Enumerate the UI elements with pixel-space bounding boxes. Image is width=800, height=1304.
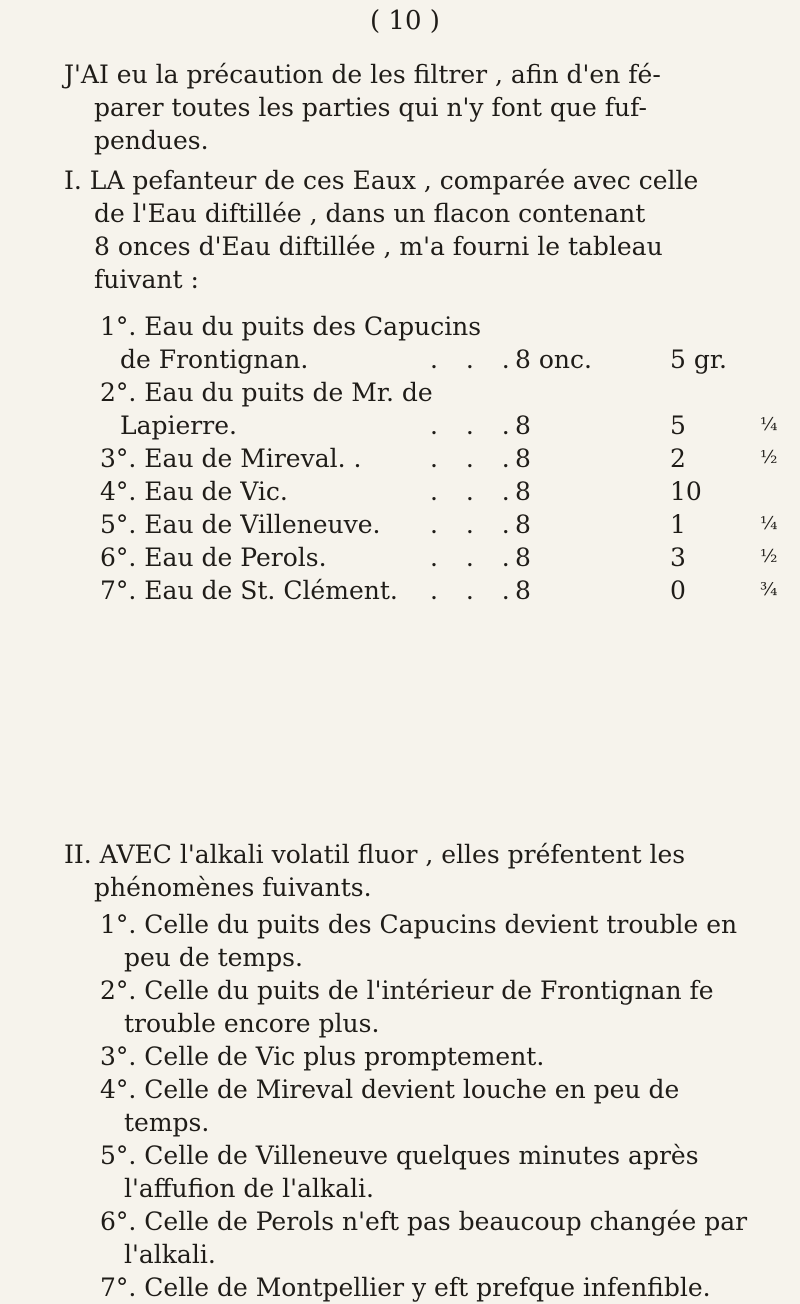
- section-two-paragraph: [64, 838, 780, 904]
- observation-continuation: l'alkali.: [124, 1240, 216, 1269]
- leader-dots: . . .: [430, 510, 520, 539]
- grains-fraction: ½: [760, 447, 778, 468]
- section-two-line: II. AVEC l'alkali volatil fluor , elles préfentent les: [64, 840, 686, 869]
- section-one-line: de l'Eau diftillée , dans un flacon contenant: [94, 199, 646, 228]
- row-label: 6°. Eau de Perols.: [100, 543, 327, 572]
- leader-dots: . . .: [430, 444, 520, 473]
- ounces-value: 8: [515, 444, 531, 473]
- weight-table: [100, 310, 778, 607]
- row-label: 5°. Eau de Villeneuve.: [100, 510, 381, 539]
- row-label-continuation: de Frontignan.: [120, 345, 309, 374]
- grains-value: 1: [670, 510, 686, 539]
- table-row: [100, 574, 778, 607]
- observation-line: 5°. Celle de Villeneuve quelques minutes après: [100, 1141, 699, 1170]
- grains-fraction: ½: [760, 546, 778, 567]
- observation-continuation: l'affufion de l'alkali.: [124, 1174, 374, 1203]
- section-two-line: phénomènes fuivants.: [94, 873, 372, 902]
- grains-value: 10: [670, 477, 702, 506]
- intro-line: parer toutes les parties qui n'y font que fuf-: [94, 93, 647, 122]
- row-label: 7°. Eau de St. Clément.: [100, 576, 398, 605]
- observation-line: 6°. Celle de Perols n'eft pas beaucoup changée par: [100, 1207, 748, 1236]
- observation-continuation: peu de temps.: [124, 943, 303, 972]
- ounces-value: 8: [515, 576, 531, 605]
- section-one-line: I. LA pefanteur de ces Eaux , comparée avec celle: [64, 166, 699, 195]
- section-one-line: fuivant :: [94, 265, 199, 294]
- grains-fraction: ¾: [760, 579, 778, 600]
- row-label: 2°. Eau du puits de Mr. de: [100, 378, 433, 407]
- table-row: [100, 376, 720, 409]
- grains-value: 2: [670, 444, 686, 473]
- leader-dots: . . .: [430, 411, 520, 440]
- leader-dots: . . .: [430, 345, 520, 374]
- table-row-continuation: [100, 343, 728, 376]
- intro-line: pendues.: [94, 126, 209, 155]
- table-row: [100, 442, 778, 475]
- leader-dots: . . .: [430, 576, 520, 605]
- leader-dots: . . .: [430, 477, 520, 506]
- grains-value: 5 gr.: [670, 345, 728, 374]
- ounces-value: 8: [515, 510, 531, 539]
- observation-continuation: trouble encore plus.: [124, 1009, 380, 1038]
- row-label: 3°. Eau de Mireval. .: [100, 444, 362, 473]
- page-number: ( 10 ): [370, 6, 440, 36]
- intro-paragraph: [64, 58, 780, 157]
- grains-value: 5: [670, 411, 686, 440]
- grains-value: 0: [670, 576, 686, 605]
- section-one-paragraph: [64, 164, 780, 296]
- table-row: [100, 475, 720, 508]
- observation-line: 1°. Celle du puits des Capucins devient trouble en: [100, 910, 738, 939]
- intro-line: J'AI eu la précaution de les filtrer , afin d'en fé-: [64, 60, 661, 89]
- row-label: 1°. Eau du puits des Capucins: [100, 312, 482, 341]
- row-label-continuation: Lapierre.: [120, 411, 237, 440]
- observation-line: 2°. Celle du puits de l'intérieur de Frontignan fe: [100, 976, 714, 1005]
- table-row: [100, 541, 778, 574]
- grains-fraction: ¼: [760, 414, 778, 435]
- table-row: [100, 508, 778, 541]
- ounces-value: 8 onc.: [515, 345, 592, 374]
- observation-line: 3°. Celle de Vic plus promptement.: [100, 1042, 545, 1071]
- ounces-value: 8: [515, 411, 531, 440]
- grains-value: 3: [670, 543, 686, 572]
- section-one-line: 8 onces d'Eau diftillée , m'a fourni le tableau: [94, 232, 663, 261]
- grains-fraction: ¼: [760, 513, 778, 534]
- leader-dots: . . .: [430, 543, 520, 572]
- table-row-continuation: [100, 409, 778, 442]
- ounces-value: 8: [515, 477, 531, 506]
- observation-line: 4°. Celle de Mireval devient louche en peu de: [100, 1075, 680, 1104]
- observation-line: 7°. Celle de Montpellier y eft prefque infenfible.: [100, 1273, 711, 1302]
- ounces-value: 8: [515, 543, 531, 572]
- table-row: [100, 310, 720, 343]
- row-label: 4°. Eau de Vic.: [100, 477, 288, 506]
- observations-list: [100, 908, 790, 1304]
- observation-continuation: temps.: [124, 1108, 210, 1137]
